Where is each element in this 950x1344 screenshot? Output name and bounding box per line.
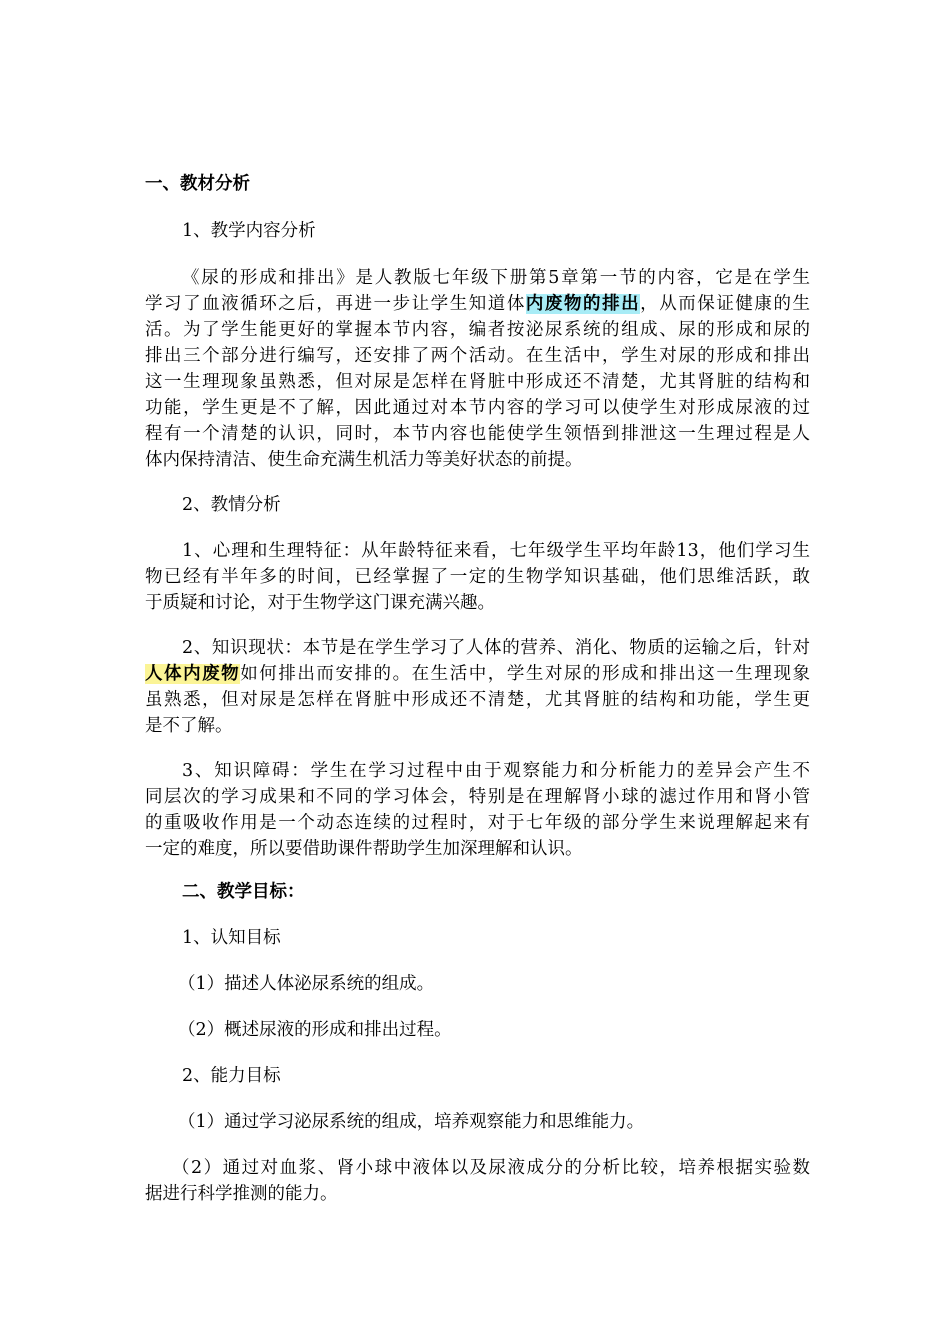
para1-line8: 体内保持清洁、使生命充满生机活力等美好状态的前提。 <box>145 450 583 470</box>
para1-line6: 功能，学生更是不了解，因此通过对本节内容的学习可以使学生对形成尿液的过 <box>145 398 810 418</box>
para4-line3: 的重吸收作用是一个动态连续的过程时，对于七年级的部分学生来说理解起来有 <box>145 813 810 833</box>
para1-line1: 《尿的形成和排出》是人教版七年级下册第5章第一节的内容，它是在学生 <box>182 268 810 288</box>
para2-line1: 1、心理和生理特征：从年龄特征来看，七年级学生平均年龄13，他们学习生 <box>182 541 810 561</box>
para1-line3: 活。为了学生能更好的掌握本节内容，编者按泌尿系统的组成、尿的形成和尿的 <box>145 320 810 340</box>
highlight-body-waste: 人体内废物 <box>145 664 241 684</box>
para2-line2: 物已经有半年多的时间，已经掌握了一定的生物学知识基础，他们思维活跃，敢 <box>145 567 810 587</box>
para2-line3: 于质疑和讨论，对于生物学这门课充满兴趣。 <box>145 593 495 613</box>
para3-line1: 2、知识现状：本节是在学生学习了人体的营养、消化、物质的运输之后，针对 <box>182 638 810 658</box>
para1-line5: 这一生理现象虽熟悉，但对尿是怎样在肾脏中形成还不清楚，尤其肾脏的结构和 <box>145 372 810 392</box>
goal-item-2: （2）概述尿液的形成和排出过程。 <box>178 1020 452 1040</box>
goal-item-4-line1: （2）通过对血浆、肾小球中液体以及尿液成分的分析比较，培养根据实验数 <box>172 1158 810 1178</box>
para3-line4: 是不了解。 <box>145 716 233 736</box>
para3-line3: 虽熟悉，但对尿是怎样在肾脏中形成还不清楚，尤其肾脏的结构和功能，学生更 <box>145 690 810 710</box>
highlight-waste-removal: 内废物的排出 <box>525 294 641 314</box>
para1-line2-text-b: ，从而保证健康的生 <box>640 294 811 314</box>
para3-line2-text: 如何排出而安排的。在生活中，学生对尿的形成和排出这一生理现象 <box>240 664 811 684</box>
goal-item-1: （1）描述人体泌尿系统的组成。 <box>178 974 435 994</box>
para1-line2-text-a: 学习了血液循环之后，再进一步让学生知道体 <box>145 294 526 314</box>
para4-line4: 一定的难度，所以要借助课件帮助学生加深理解和认识。 <box>145 839 583 859</box>
para4-line2: 同层次的学习成果和不同的学习体会，特别是在理解肾小球的滤过作用和肾小管 <box>145 787 810 807</box>
goal-item-4-line2: 据进行科学推测的能力。 <box>145 1184 338 1204</box>
section1-heading: 一、教材分析 <box>145 174 250 194</box>
subheading-teaching-situation: 2、教情分析 <box>182 495 281 515</box>
section2-heading: 二、教学目标： <box>182 882 305 902</box>
para1-line7: 程有一个清楚的认识，同时，本节内容也能使学生领悟到排泄这一生理过程是人 <box>145 424 810 444</box>
subheading-ability-goals: 2、能力目标 <box>182 1066 281 1086</box>
subheading-cognitive-goals: 1、认知目标 <box>182 928 281 948</box>
para1-line4: 排出三个部分进行编写，还安排了两个活动。在生活中，学生对尿的形成和排出 <box>145 346 810 366</box>
subheading-content-analysis: 1、教学内容分析 <box>182 221 316 241</box>
para4-line1: 3、知识障碍：学生在学习过程中由于观察能力和分析能力的差异会产生不 <box>182 761 810 781</box>
goal-item-3: （1）通过学习泌尿系统的组成，培养观察能力和思维能力。 <box>178 1112 645 1132</box>
